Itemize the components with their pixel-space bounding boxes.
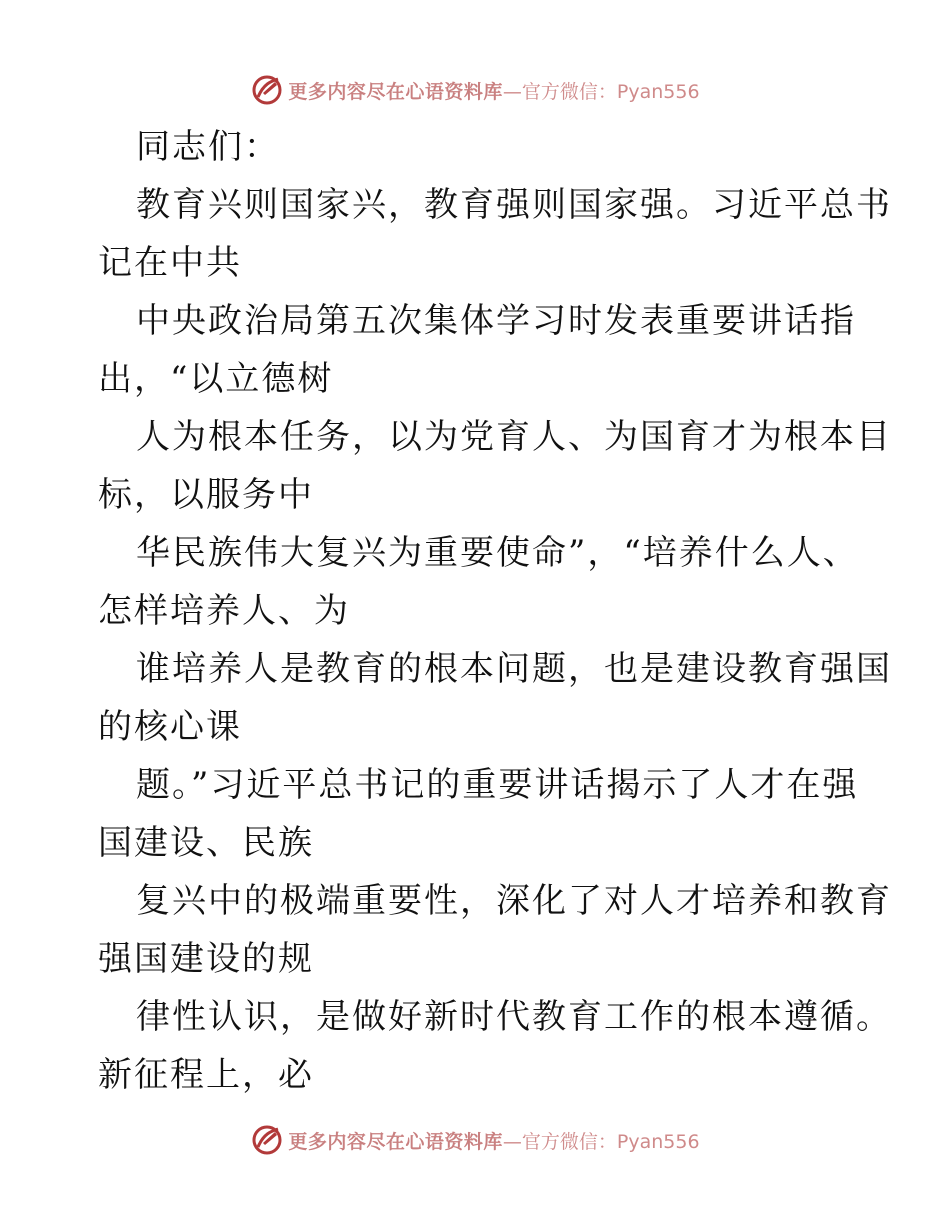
paragraph-line: 记在中共 bbox=[98, 243, 242, 283]
red-pen-swirl-icon bbox=[250, 73, 284, 107]
watermark-main-text: 更多内容尽在心语资料库 bbox=[288, 80, 503, 103]
document-body bbox=[98, 118, 892, 1104]
paragraph-line: 同志们： bbox=[136, 127, 280, 167]
watermark-main-text: 更多内容尽在心语资料库 bbox=[288, 1130, 503, 1153]
watermark-suffix-text: —官方微信：Pyan556 bbox=[502, 1130, 700, 1153]
paragraph-line: 谁培养人是教育的根本问题，也是建设教育强国 bbox=[136, 649, 892, 689]
paragraph-line: 怎样培养人、为 bbox=[98, 591, 350, 631]
paragraph-line: 人为根本任务，以为党育人、为国育才为根本目 bbox=[136, 417, 892, 457]
paragraph-line: 的核心课 bbox=[98, 707, 242, 747]
paragraph-line: 强国建设的规 bbox=[98, 939, 314, 979]
footer-watermark bbox=[0, 1120, 950, 1160]
paragraph-line: 出，“以立德树 bbox=[98, 359, 334, 399]
paragraph-line: 教育兴则国家兴，教育强则国家强。习近平总书 bbox=[136, 185, 892, 225]
paragraph-line: 新征程上，必 bbox=[98, 1055, 314, 1095]
paragraph-line: 国建设、民族 bbox=[98, 823, 314, 863]
paragraph-line: 题。”习近平总书记的重要讲话揭示了人才在强 bbox=[136, 765, 859, 805]
watermark-suffix-text: —官方微信：Pyan556 bbox=[502, 80, 700, 103]
paragraph-line: 中央政治局第五次集体学习时发表重要讲话指 bbox=[136, 301, 856, 341]
paragraph-line: 复兴中的极端重要性，深化了对人才培养和教育 bbox=[136, 881, 892, 921]
header-watermark bbox=[0, 70, 950, 110]
paragraph-line: 律性认识，是做好新时代教育工作的根本遵循。 bbox=[136, 997, 892, 1037]
paragraph-line: 华民族伟大复兴为重要使命”，“培养什么人、 bbox=[136, 533, 859, 573]
paragraph-line: 标，以服务中 bbox=[98, 475, 314, 515]
red-pen-swirl-icon bbox=[250, 1123, 284, 1157]
